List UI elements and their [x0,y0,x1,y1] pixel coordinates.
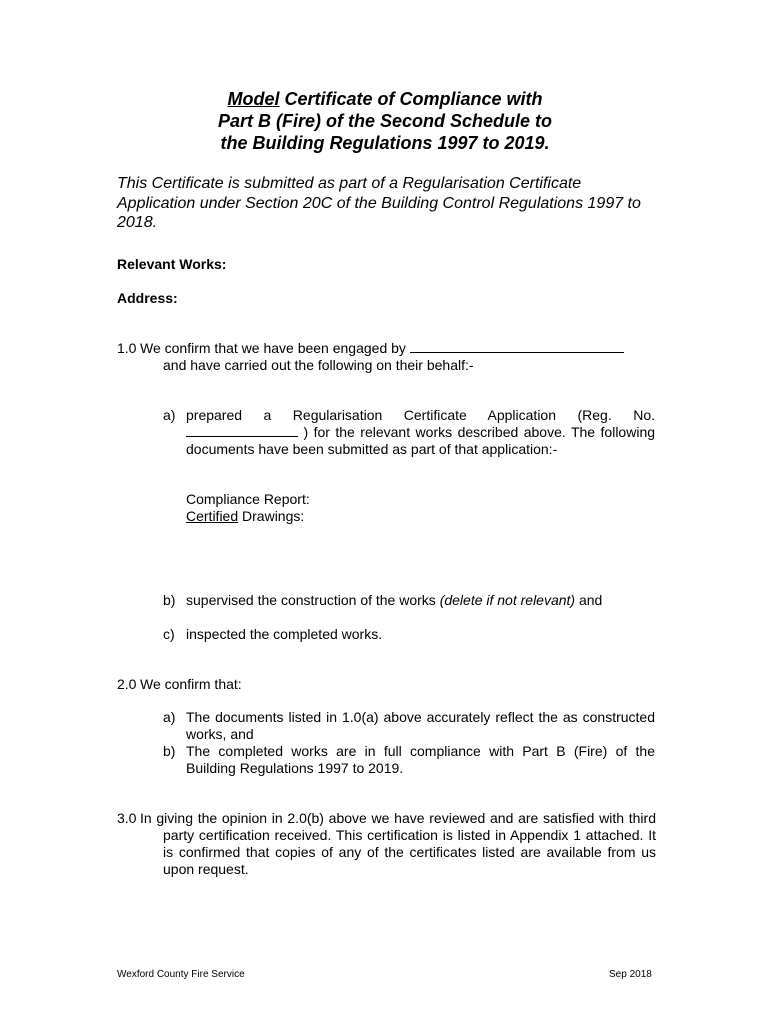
section-3-text [140,810,656,878]
section-3-number: 3.0 [117,810,137,826]
relevant-works-label: Relevant Works: [117,256,227,272]
item-1a-text-before: prepared a Regularisation Certificate Application (Reg. No. [186,407,655,423]
item-1c-text: inspected the completed works. [186,626,383,642]
item-1b-italic-note: (delete if not relevant) [439,592,576,608]
item-2b-letter: b) [163,743,176,759]
title-model-word: Model [227,89,280,109]
item-1a-text [186,407,655,458]
item-1b-main: supervised the construction of the works [186,592,436,608]
address-label: Address: [117,290,178,306]
intro-statement: This Certificate is submitted as part of a Regularisation Certificate Application under Section 20C of the Building Control Regulations 1997 to 2018. [117,175,641,231]
item-2a-text: The documents listed in 1.0(a) above accurately reflect the as constructed works, and [186,709,655,742]
section-2-line-1: We confirm that: [140,676,242,692]
section-3-paragraph: In giving the opinion in 2.0(b) above we have reviewed and are satisfied with third party certification received. This certification is listed in Appendix 1 attached. It is confirmed that copies of any of the certificates listed are available from us upon request. [140,810,656,877]
certified-drawings-label [186,508,304,525]
footer-left: Wexford County Fire Service [117,969,245,980]
item-1a-text-after: ) for the relevant works described above. The following documents have been submitted as part of that application:- [186,424,656,457]
compliance-report-label: Compliance Report: [186,491,310,507]
item-1b-letter: b) [163,592,176,608]
item-2a-letter: a) [163,709,176,725]
section-2-number: 2.0 [117,676,137,692]
item-1b-text [186,592,655,609]
title-line-3: the Building Regulations 1997 to 2019. [220,133,550,153]
document-title [110,88,660,154]
title-line-2: Part B (Fire) of the Second Schedule to [217,111,553,131]
footer-right: Sep 2018 [609,969,652,980]
item-1c-letter: c) [163,626,175,642]
reg-no-blank[interactable] [186,424,298,437]
client-name-blank[interactable] [410,340,624,353]
drawings-word: Drawings: [242,508,305,524]
title-line-1 [110,88,660,110]
section-1-number: 1.0 [117,340,137,356]
item-1b-end: and [578,592,603,608]
certified-word: Certified [186,508,239,524]
item-1a-letter: a) [163,407,176,423]
section-1-engaged-text: We confirm that we have been engaged by [140,340,406,356]
title-line-1-rest: Certificate of Compliance with [284,89,543,109]
section-1-line-1 [140,340,660,357]
item-2b-text: The completed works are in full compliance with Part B (Fire) of the Building Regulations 1997 to 2019. [186,743,655,776]
section-1-line-2: and have carried out the following on their behalf:- [163,357,474,373]
